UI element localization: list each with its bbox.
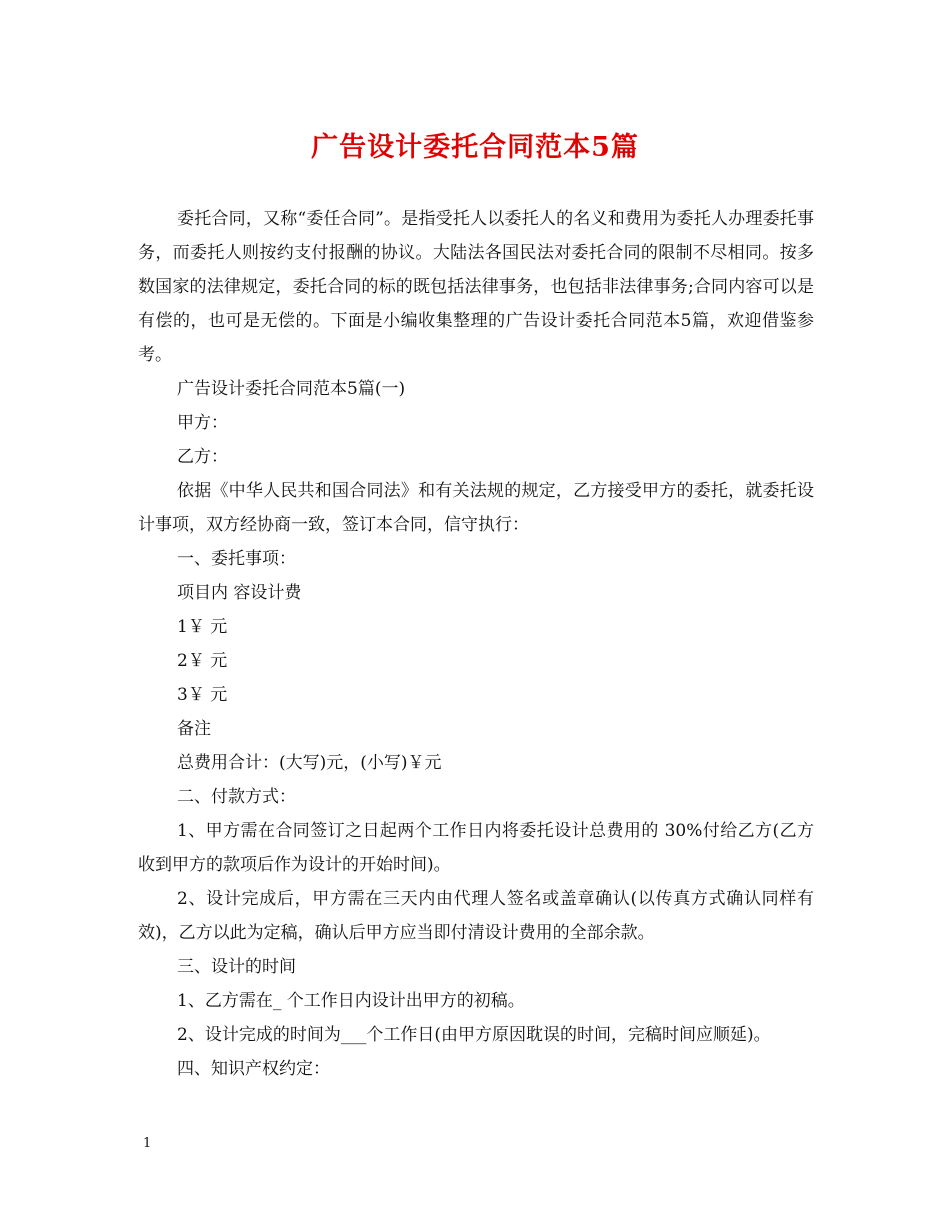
intro-paragraph: 委托合同，又称“委任合同”。是指受托人以委托人的名义和费用为委托人办理委托事务，而委托人则按约支付报酬的协议。大陆法各国民法对委托合同的限制不尽相同。按多数国家的法律规定，委托合同的标的既包括法律事务，也包括非法律事务;合同内容可以是有偿的，也可是无偿的。下面是小编收集整理的广告设计委托合同范本5篇，欢迎借鉴参考。: [138, 209, 814, 365]
section-heading: 广告设计委托合同范本5篇(一): [177, 379, 406, 399]
document-body: [138, 202, 814, 1086]
time-clause-1: 1、乙方需在_ 个工作日内设计出甲方的初稿。: [177, 991, 525, 1011]
payment-clause-1: 1、甲方需在合同签订之日起两个工作日内将委托设计总费用的 30%付给乙方(乙方收到甲方的款项后作为设计的开始时间)。: [138, 821, 814, 875]
clause-heading-2: 二、付款方式：: [177, 787, 296, 807]
document-title: 广告设计委托合同范本5篇: [311, 132, 639, 163]
clause-heading-1: 一、委托事项：: [177, 549, 296, 569]
remarks-line: 备注: [177, 719, 211, 739]
fee-item-1: 1￥ 元: [177, 617, 228, 637]
fee-item-2: 2￥ 元: [177, 651, 228, 671]
fee-table-header: 项目内 容设计费: [177, 583, 302, 603]
time-clause-2: 2、设计完成的时间为___个工作日(由甲方原因耽误的时间，完稿时间应顺延)。: [177, 1025, 771, 1045]
clause-heading-3: 三、设计的时间: [177, 957, 296, 977]
preamble-paragraph: 依据《中华人民共和国合同法》和有关法规的规定，乙方接受甲方的委托，就委托设计事项，双方经协商一致，签订本合同，信守执行：: [138, 481, 814, 535]
fee-item-3: 3￥ 元: [177, 685, 228, 705]
party-a-line: 甲方：: [177, 413, 228, 433]
clause-heading-4: 四、知识产权约定：: [177, 1059, 330, 1079]
payment-clause-2: 2、设计完成后，甲方需在三天内由代理人签名或盖章确认(以传真方式确认同样有效)，乙方以此为定稿，确认后甲方应当即付清设计费用的全部余款。: [138, 889, 814, 943]
total-fee-line: 总费用合计：(大写)元，(小写)￥元: [177, 753, 442, 773]
page-number: 1: [143, 1136, 152, 1151]
party-b-line: 乙方：: [177, 447, 228, 467]
